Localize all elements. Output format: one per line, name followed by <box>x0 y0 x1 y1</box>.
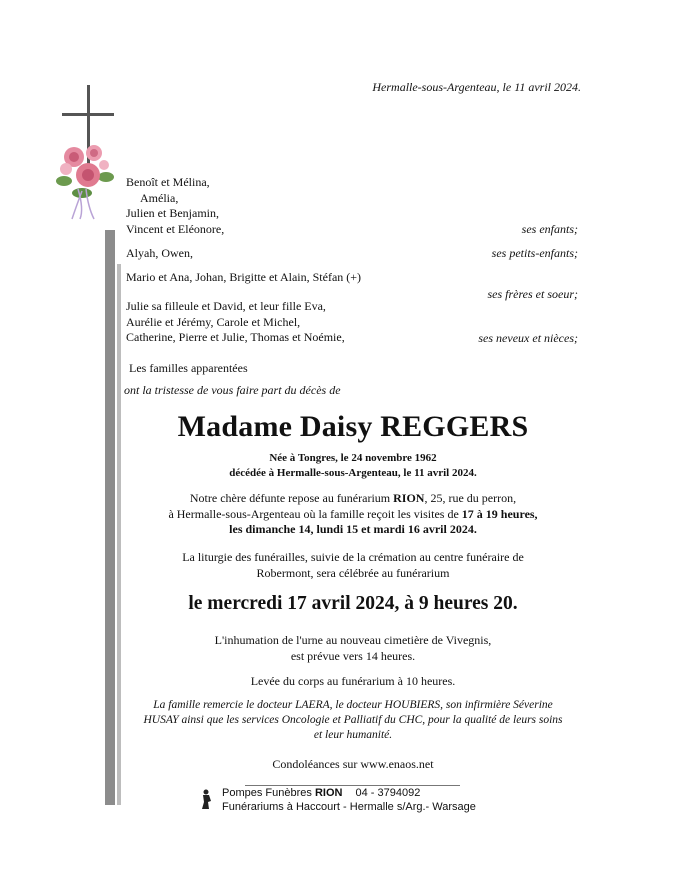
burial-text: L'inhumation de l'urne au nouveau cimetière de Vivegnis, est prévue vers 14 heures. <box>214 633 492 663</box>
visit-hours: 17 à 19 heures, <box>461 506 538 521</box>
company-info: Pompes Funèbres RION 04 - 3794092 <box>222 787 421 799</box>
grandchildren-names: Alyah, Owen, <box>126 246 193 260</box>
death-info: décédée à Hermalle-sous-Argenteau, le 11 avril 2024. <box>229 467 477 479</box>
cross-icon-bar <box>62 113 114 116</box>
visit-dates: les dimanche 14, lundi 15 et mardi 16 avril 2024. <box>229 522 477 536</box>
list-item: Julien et Benjamin, <box>126 206 219 220</box>
list-item: Benoît et Mélina, <box>126 175 210 189</box>
related-families: Les familles apparentées <box>129 361 248 375</box>
thanks-text: La famille remercie le docteur LAERA, le docteur HOUBIERS, son infirmière Séverine HUSAY ainsi que les services Oncologie et Palliatif du CHC, pour la qualité de leurs soins et leur humanité. <box>143 699 563 741</box>
phone-number: 04 - 3794092 <box>355 787 421 799</box>
grandchildren-label: ses petits-enfants; <box>491 246 578 260</box>
list-item: Amélia, <box>140 190 179 205</box>
funeral-locations: Funérariums à Haccourt - Hermalle s/Arg.- Warsage <box>222 801 476 813</box>
siblings-label: ses frères et soeur; <box>487 287 578 301</box>
list-item: Catherine, Pierre et Julie, Thomas et Noémie, <box>126 330 345 344</box>
ceremony-date: le mercredi 17 avril 2024, à 9 heures 20. <box>188 593 518 614</box>
funeral-home-name: RION <box>393 491 425 505</box>
liturgy-text: La liturgie des funérailles, suivie de la crémation au centre funéraire de Robermont, sera célébrée au funérarium <box>182 550 524 580</box>
birth-info: Née à Tongres, le 24 novembre 1962 <box>269 452 437 464</box>
announcement: ont la tristesse de vous faire part du décès de <box>124 383 341 397</box>
children-names <box>126 175 224 237</box>
footer-divider <box>245 785 460 786</box>
nephews-names <box>126 299 345 346</box>
children-label: ses enfants; <box>521 222 578 236</box>
list-item: Vincent et Eléonore, <box>126 221 225 236</box>
decorative-bar <box>105 230 115 805</box>
deceased-name: Madame Daisy REGGERS <box>177 410 529 443</box>
praying-figure-icon <box>200 789 214 811</box>
departure-text: Levée du corps au funérarium à 10 heures. <box>250 674 456 688</box>
siblings-names: Mario et Ana, Johan, Brigitte et Alain, Stéfan (+) <box>126 270 362 284</box>
condolences-text: Condoléances sur www.enaos.net <box>272 757 434 771</box>
nephews-label: ses neveux et nièces; <box>478 331 578 345</box>
list-item: Julie sa filleule et David, et leur fille Eva, <box>126 299 326 313</box>
visitation-text: Notre chère défunte repose au funérarium RION, 25, rue du perron, à Hermalle-sous-Argenteau où la famille reçoit les visites de 17 à 19 heures, les dimanche 14, lundi 15 et mardi 16 avril 2024. <box>168 491 538 536</box>
list-item: Aurélie et Jérémy, Carole et Michel, <box>126 314 301 329</box>
roses-icon <box>52 133 118 223</box>
place-date: Hermalle-sous-Argenteau, le 11 avril 2024. <box>372 80 581 94</box>
company-name: RION <box>314 787 343 799</box>
